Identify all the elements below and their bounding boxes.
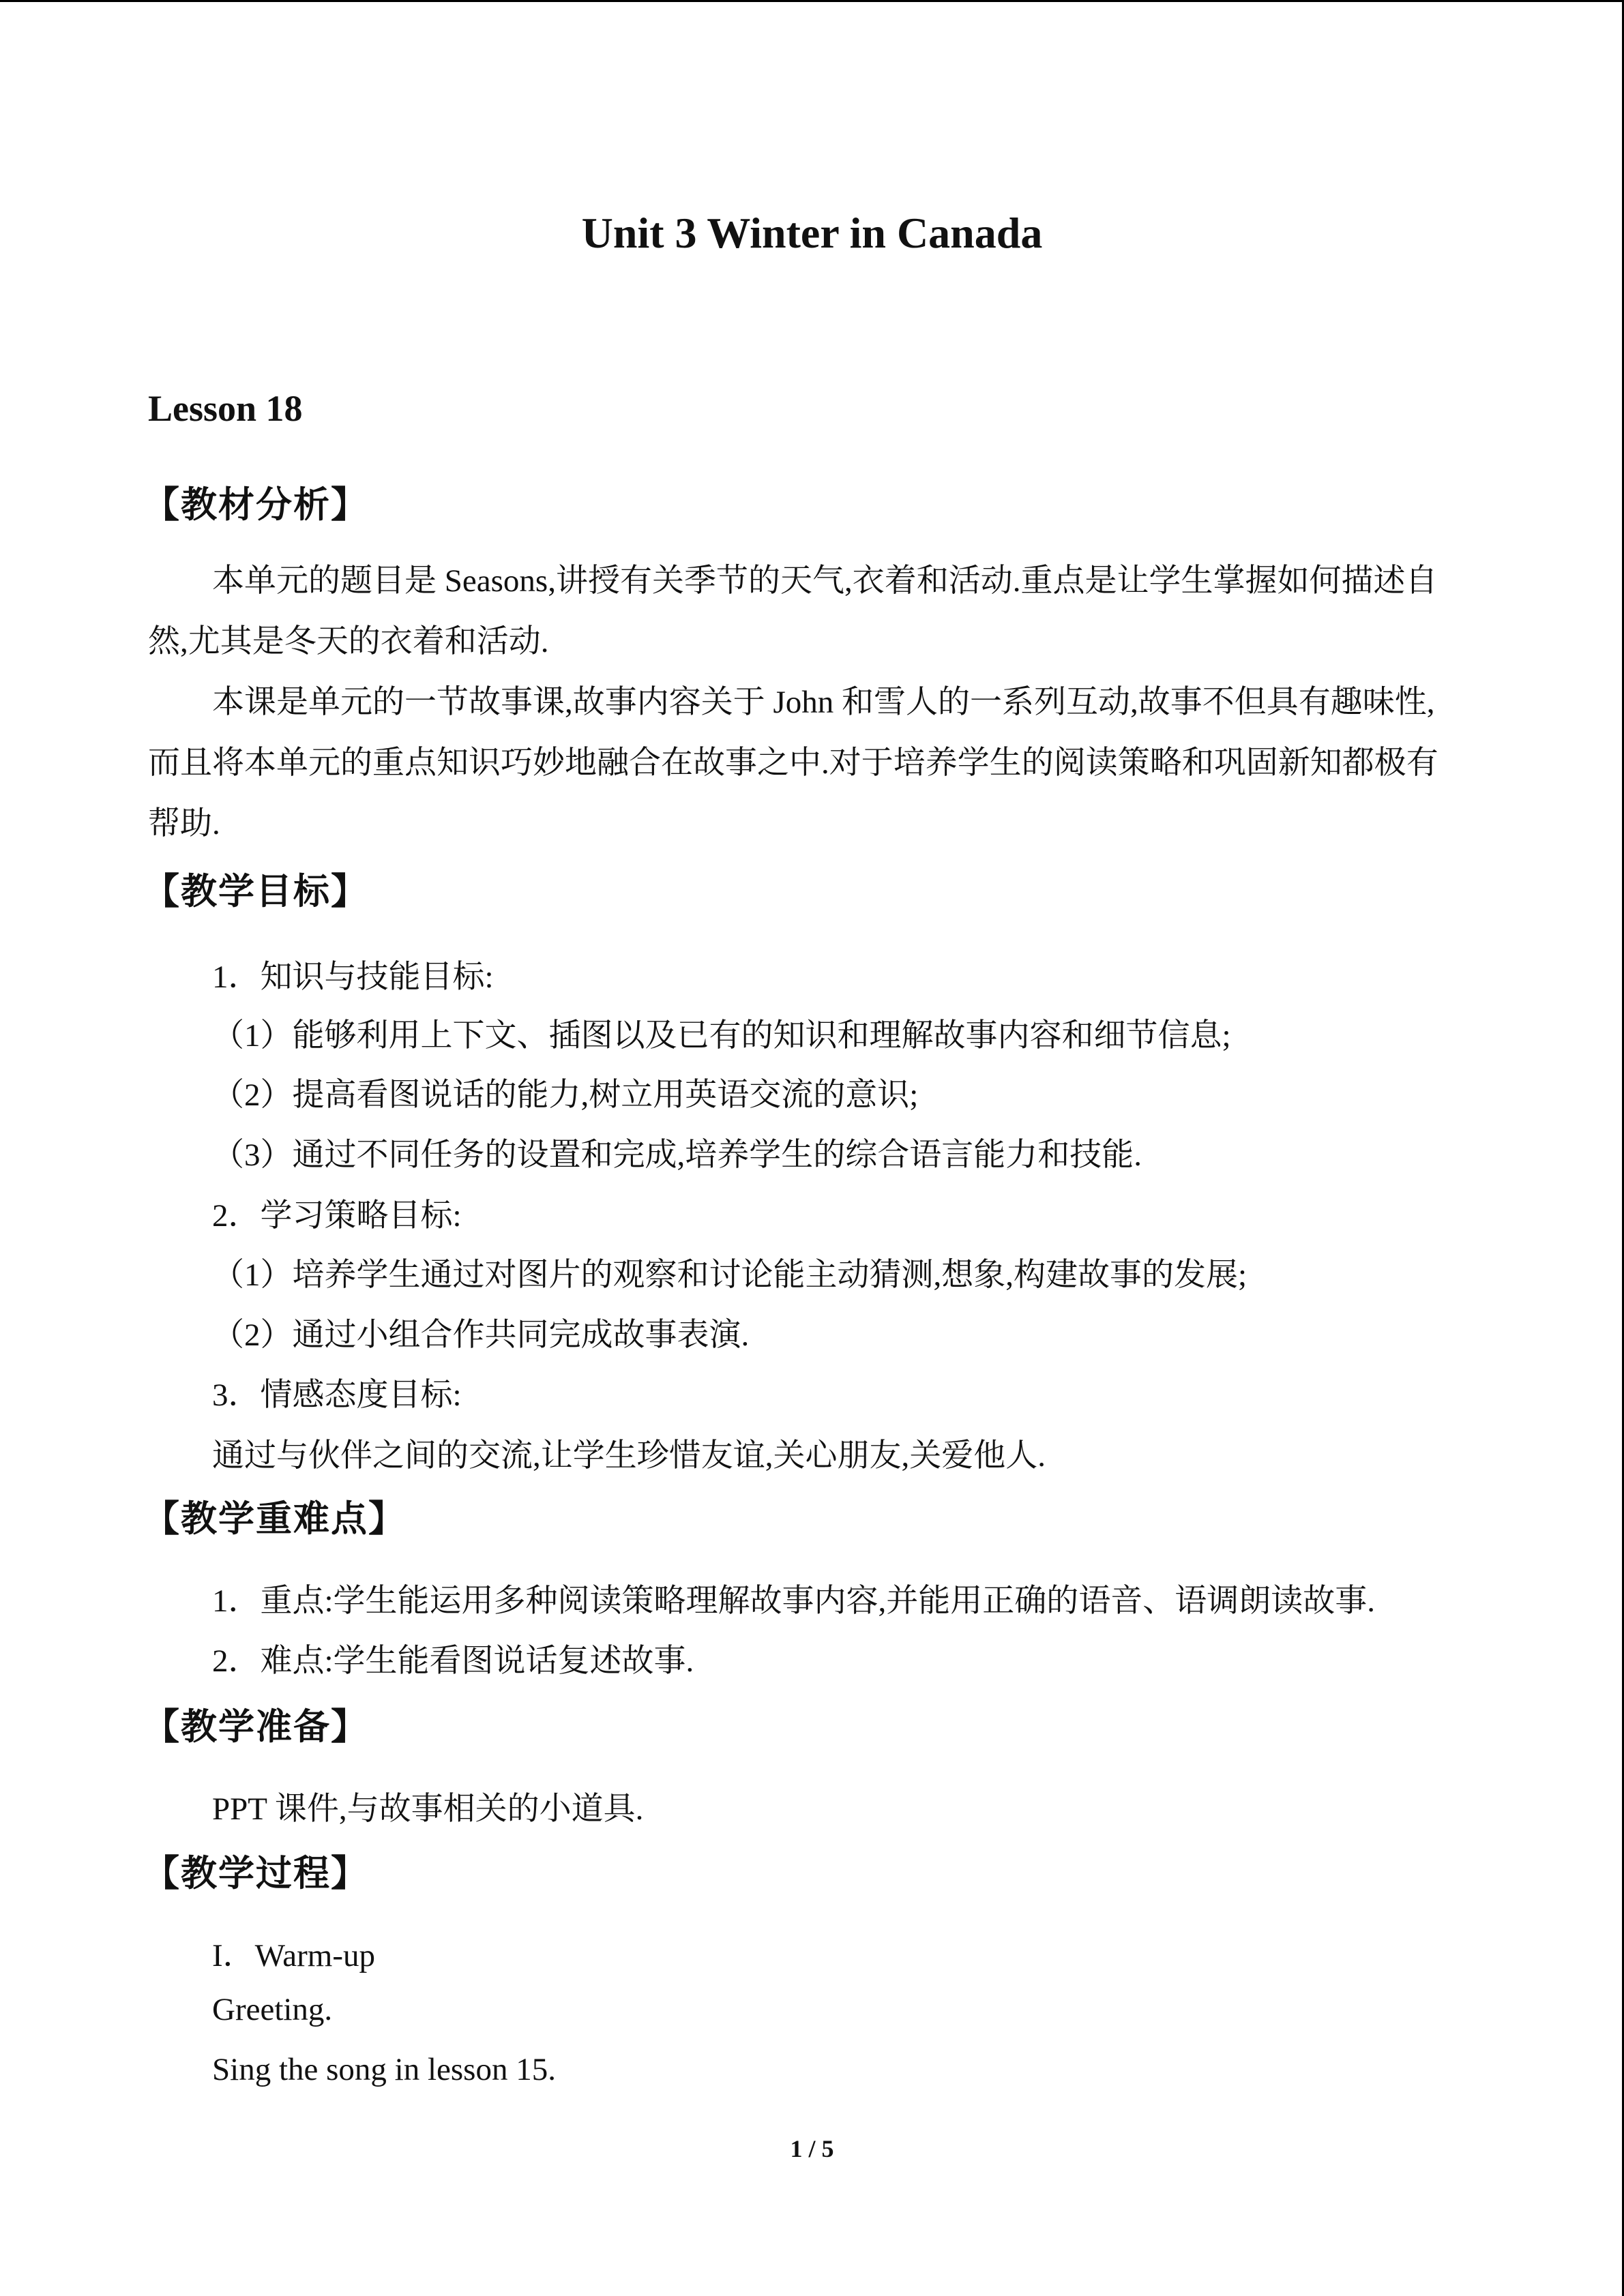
heading-preparation: 【教学准备】 [143, 1706, 368, 1748]
keypoint-1: 1．重点:学生能运用多种阅读策略理解故事内容,并能用正确的语音、语调朗读故事. [212, 1583, 1376, 1619]
process-sing: Sing the song in lesson 15. [212, 2052, 556, 2087]
objective-strategy-title: 2．学习策略目标: [212, 1198, 462, 1234]
heading-process: 【教学过程】 [143, 1853, 368, 1894]
objective-strategy-2: （2）通过小组合作共同完成故事表演. [212, 1317, 750, 1353]
objective-knowledge-2: （2）提高看图说话的能力,树立用英语交流的意识; [212, 1077, 919, 1113]
analysis-p2-line3: 帮助. [148, 806, 220, 841]
page-top-border [0, 0, 1624, 2]
analysis-p1-line2: 然,尤其是冬天的衣着和活动. [148, 624, 549, 659]
keypoint-2: 2．难点:学生能看图说话复述故事. [212, 1643, 694, 1679]
heading-analysis: 【教材分析】 [143, 484, 368, 526]
objective-knowledge-3: （3）通过不同任务的设置和完成,培养学生的综合语言能力和技能. [212, 1137, 1142, 1173]
lesson-label: Lesson 18 [148, 388, 303, 429]
objective-knowledge-1: （1）能够利用上下文、插图以及已有的知识和理解故事内容和细节信息; [212, 1018, 1231, 1054]
objective-strategy-1: （1）培养学生通过对图片的观察和讨论能主动猜测,想象,构建故事的发展; [212, 1257, 1247, 1293]
heading-keypoints: 【教学重难点】 [143, 1498, 406, 1540]
process-greeting: Greeting. [212, 1992, 333, 2027]
analysis-p1-line1: 本单元的题目是 Seasons,讲授有关季节的天气,衣着和活动.重点是让学生掌握如何描述自 [212, 563, 1438, 599]
preparation-text: PPT 课件,与故事相关的小道具. [212, 1791, 644, 1827]
objective-emotion-1: 通过与伙伴之间的交流,让学生珍惜友谊,关心朋友,关爱他人. [212, 1438, 1046, 1474]
objective-emotion-title: 3．情感态度目标: [212, 1377, 462, 1413]
objective-knowledge-title: 1．知识与技能目标: [212, 959, 494, 995]
document-title: Unit 3 Winter in Canada [581, 209, 1043, 257]
analysis-p2-line2: 而且将本单元的重点知识巧妙地融合在故事之中.对于培养学生的阅读策略和巩固新知都极有 [148, 745, 1438, 781]
analysis-p2-line1: 本课是单元的一节故事课,故事内容关于 John 和雪人的一系列互动,故事不但具有趣味性, [212, 685, 1435, 720]
heading-objectives: 【教学目标】 [143, 871, 368, 912]
process-step-1: I．Warm-up [212, 1938, 375, 1973]
page-number: 1 / 5 [790, 2135, 834, 2162]
